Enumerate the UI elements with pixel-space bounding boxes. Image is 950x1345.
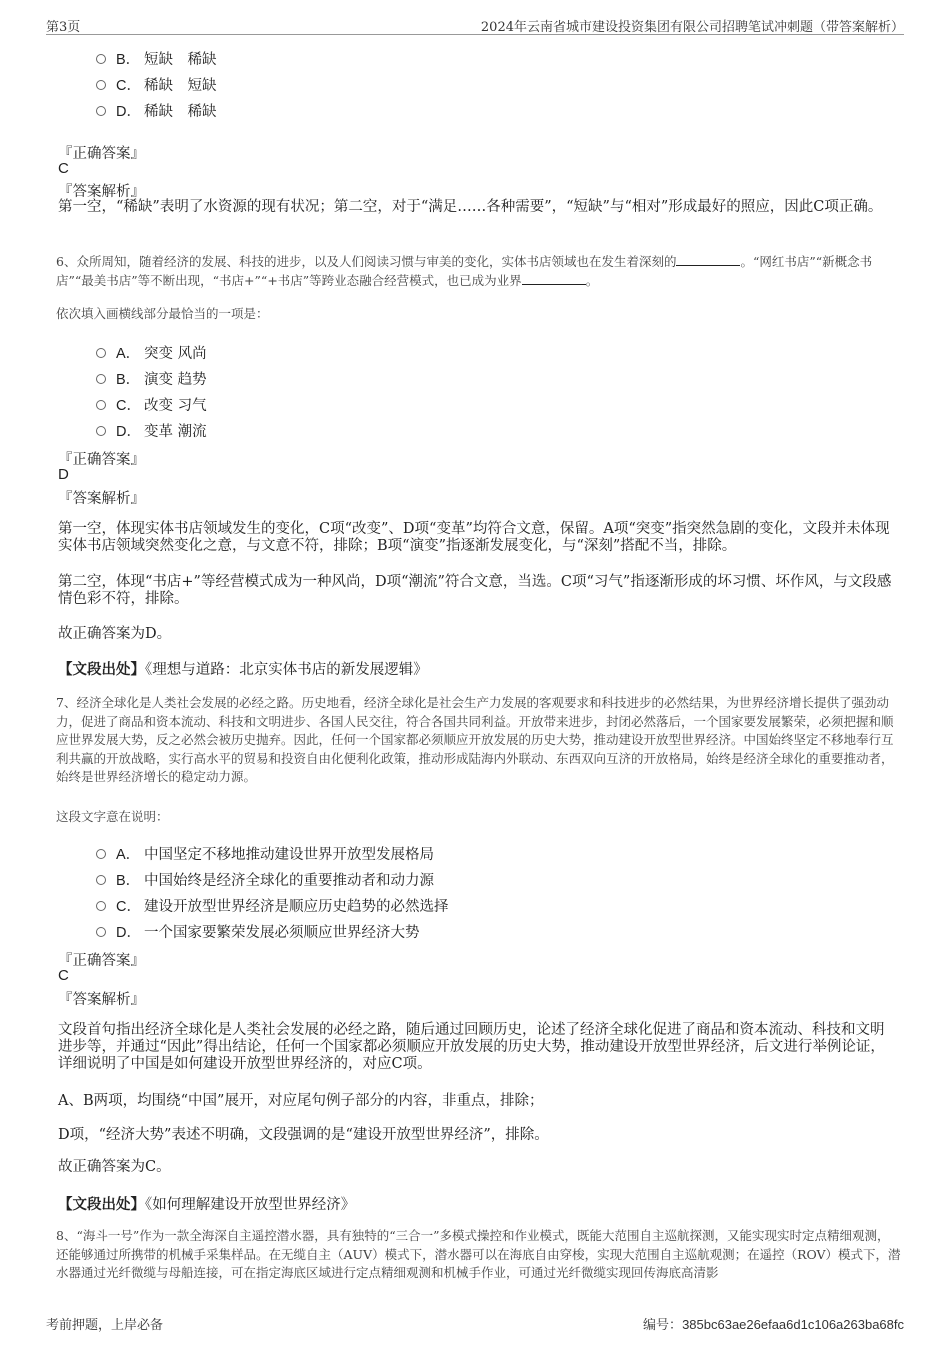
q7-stem: 7、经济全球化是人类社会发展的必经之路。历史地看，经济全球化是社会生产力发展的客观要求和科技进步的必然结果，为世界经济增长提供了强劲动力，促进了商品和资本流动、科技和文明进步、各国人民交往，符合各国共同利益。开放带来进步，封闭必然落后，一个国家要发展繁荣，必须把握和顺应世界发展大势，反之必然会被历史抛弃。因此，任何一个国家都必须顺应开放发展的历史大势，推动建设开放型世界经济。中国始终坚定不移地奉行互利共赢的开放战略，实行高水平的贸易和投资自由化便利化政策，推动形成陆海内外联动、东西双向互济的开放格局，始终是经济全球化的重要推动者，始终是世界经济增长的稳定动力源。: [56, 695, 894, 784]
q7-answer: C: [58, 967, 69, 984]
q7-analysis-2: A、B两项，均围绕“中国”展开，对应尾句例子部分的内容，非重点，排除；: [58, 1093, 544, 1109]
q6-source: 【文段出处】《理想与道路：北京实体书店的新发展逻辑》: [58, 661, 428, 678]
q6-option-c[interactable]: C． 改变 习气: [96, 394, 207, 416]
q6-option-d[interactable]: D． 变革 潮流: [96, 420, 207, 442]
radio-icon[interactable]: [96, 901, 106, 911]
radio-icon[interactable]: [96, 875, 106, 885]
q6-analysis-1: 第一空，体现实体书店领域发生的变化，C项“改变”、D项“变革”均符合文意，保留。A项“突变”指突然急剧的变化，文段并未体现实体书店领域突然变化之意，与文意不符，排除；B项“演变”指逐渐发展变化，与“深刻”搭配不当，排除。: [58, 521, 890, 554]
q5-answer: C: [58, 160, 69, 177]
radio-icon[interactable]: [96, 426, 106, 436]
q7-source: 【文段出处】《如何理解建设开放型世界经济》: [58, 1196, 356, 1213]
radio-icon[interactable]: [96, 400, 106, 410]
radio-icon[interactable]: [96, 106, 106, 116]
footer-code: 编号：385bc63ae26efaa6d1c106a263ba68fc: [643, 1317, 904, 1333]
q6-analysis-2: 第二空，体现“书店+”等经营模式成为一种风尚，D项“潮流”符合文意，当选。C项“习气”指逐渐形成的坏习惯、坏作风，与文段感情色彩不符，排除。: [58, 574, 892, 607]
q7-analysis-4: 故正确答案为C。: [58, 1159, 171, 1175]
radio-icon[interactable]: [96, 54, 106, 64]
q6-prompt: 依次填入画横线部分最恰当的一项是：: [56, 306, 269, 321]
q6-option-a[interactable]: A． 突变 风尚: [96, 342, 207, 364]
page-footer: [0, 1308, 950, 1338]
q6-answer: D: [58, 466, 69, 483]
answer-blank: [522, 273, 586, 285]
document-title: 2024年云南省城市建设投资集团有限公司招聘笔试冲刺题（带答案解析）: [480, 20, 904, 35]
radio-icon[interactable]: [96, 374, 106, 384]
q5-option-b[interactable]: B． 短缺 稀缺: [96, 48, 217, 70]
q7-option-d[interactable]: D． 一个国家要繁荣发展必须顺应世界经济大势: [96, 921, 420, 943]
q5-option-c[interactable]: C． 稀缺 短缺: [96, 74, 217, 96]
q7-correct-answer-label: 『正确答案』: [58, 953, 145, 969]
radio-icon[interactable]: [96, 927, 106, 937]
q7-option-b[interactable]: B． 中国始终是经济全球化的重要推动者和动力源: [96, 869, 434, 891]
page-number: 第3页: [46, 20, 81, 35]
q5-correct-answer-label: 『正确答案』: [58, 146, 145, 162]
q5-analysis: 第一空，“稀缺”表明了水资源的现有状况；第二空，对于“满足……各种需要”，“短缺”与“相对”形成最好的照应，因此C项正确。: [58, 199, 883, 215]
q7-analysis-label: 『答案解析』: [58, 992, 145, 1008]
q5-option-d[interactable]: D． 稀缺 稀缺: [96, 100, 217, 122]
q6-option-b[interactable]: B． 演变 趋势: [96, 368, 207, 390]
footer-slogan: 考前押题，上岸必备: [46, 1318, 164, 1333]
q7-option-a[interactable]: A． 中国坚定不移地推动建设世界开放型发展格局: [96, 843, 434, 865]
q5-analysis-label: 『答案解析』: [58, 184, 145, 200]
q6-analysis-label: 『答案解析』: [58, 491, 145, 507]
q6-correct-answer-label: 『正确答案』: [58, 452, 145, 468]
q6-analysis-3: 故正确答案为D。: [58, 626, 172, 642]
q7-option-c[interactable]: C． 建设开放型世界经济是顺应历史趋势的必然选择: [96, 895, 449, 917]
q6-stem: 6、众所周知，随着经济的发展、科技的进步，以及人们阅读习惯与审美的变化，实体书店领域也在发生着深刻的 。“网红书店”“新概念书店”“最美书店”等不断出现，“书店+”“+书店”等跨业态融合经营模式，也已成为业界 。: [56, 254, 873, 288]
q7-prompt: 这段文字意在说明：: [56, 809, 169, 824]
q7-analysis-1: 文段首句指出经济全球化是人类社会发展的必经之路，随后通过回顾历史，论述了经济全球化促进了商品和资本流动、科技和文明进步等，并通过“因此”得出结论，任何一个国家都必须顺应开放发展的历史大势，推动建设开放型世界经济，后文进行举例论证，详细说明了中国是如何建设开放型世界经济的，对应C项。: [58, 1022, 885, 1072]
q8-stem: 8、“海斗一号”作为一款全海深自主遥控潜水器，具有独特的“三合一”多模式操控和作业模式，既能大范围自主巡航探测，又能实现实时定点精细观测，还能够通过所携带的机械手采集样品。在无缆自主（AUV）模式下，潜水器可以在海底自由穿梭，实现大范围自主巡航观测；在遥控（ROV）模式下，潜水器通过光纤微缆与母船连接，可在指定海底区域进行定点精细观测和机械手作业，可通过光纤微缆实现回传海底高清影: [56, 1228, 901, 1280]
radio-icon[interactable]: [96, 849, 106, 859]
radio-icon[interactable]: [96, 348, 106, 358]
q7-analysis-3: D项，“经济大势”表述不明确，文段强调的是“建设开放型世界经济”，排除。: [58, 1127, 549, 1143]
radio-icon[interactable]: [96, 80, 106, 90]
answer-blank: [676, 254, 740, 266]
